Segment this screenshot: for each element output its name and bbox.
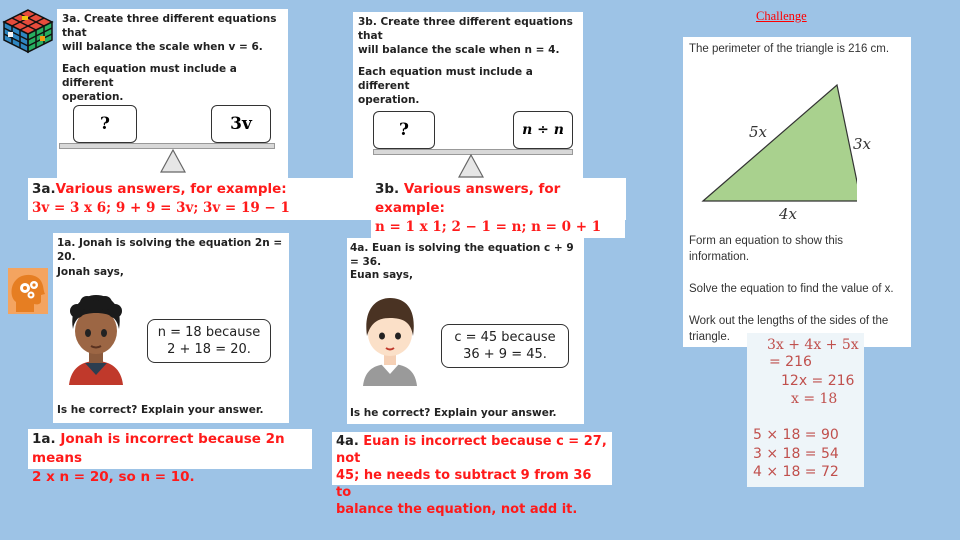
- right-pan: 3v: [211, 105, 271, 143]
- challenge-card: [683, 37, 911, 347]
- answer-1a: 1a. Jonah is incorrect because 2n means 2 x n = 20, so n = 10.: [28, 429, 312, 469]
- head-gears-icon: [8, 268, 48, 314]
- left-pan: ?: [73, 105, 137, 143]
- question-3a-text: 3a. Create three different equations that will balance the scale when v = 6. Each equation must include a different operation.: [62, 13, 277, 103]
- side-label-left: 5x: [749, 123, 768, 141]
- solution-line-5: 5 × 18 = 90: [753, 427, 839, 443]
- scale-fulcrum: [160, 149, 186, 178]
- question-1a-title: 1a. Jonah is solving the equation 2n = 20.: [57, 237, 283, 263]
- challenge-work-instruction: Work out the lengths of the sides of the triangle.: [689, 315, 889, 343]
- answer-3a: 3a.Various answers, for example: 3v = 3 x 6; 9 + 9 = 3v; 3v = 19 − 1: [28, 179, 358, 219]
- question-4a-says: Euan says,: [350, 269, 413, 281]
- question-1a-footer: Is he correct? Explain your answer.: [57, 404, 264, 416]
- question-4a-footer: Is he correct? Explain your answer.: [350, 407, 557, 419]
- solution-line-1: 3x + 4x + 5x: [767, 337, 859, 353]
- answer-3b: 3b. Various answers, for example: n = 1 x 1; 2 − 1 = n; n = 0 + 1: [371, 179, 625, 238]
- question-3b-card: [353, 12, 583, 181]
- jonah-speech-bubble: n = 18 because 2 + 18 = 20.: [147, 319, 271, 363]
- side-label-bottom: 4x: [779, 205, 798, 223]
- side-label-right: 3x: [853, 135, 872, 153]
- challenge-form-instruction: Form an equation to show this information.: [689, 235, 844, 263]
- question-3b-text: 3b. Create three different equations that will balance the scale when n = 4. Each equation must include a different operation.: [358, 16, 573, 106]
- question-4a-card: [347, 238, 584, 424]
- question-3a-card: [57, 9, 288, 181]
- euan-avatar: [357, 294, 423, 391]
- euan-speech-bubble: c = 45 because 36 + 9 = 45.: [441, 324, 569, 368]
- question-1a-says: Jonah says,: [57, 266, 124, 278]
- solution-line-3: 12x = 216: [781, 373, 855, 389]
- rubiks-cube-icon: [0, 8, 56, 54]
- question-4a-title: 4a. Euan is solving the equation c + 9 = 36.: [350, 242, 574, 268]
- solution-line-6: 3 × 18 = 54: [753, 446, 839, 462]
- answer-4a: 4a. Euan is incorrect because c = 27, not 45; he needs to subtract 9 from 36 to balance the equation, not add it.: [332, 432, 612, 485]
- triangle-diagram: [697, 81, 857, 216]
- left-pan: ?: [373, 111, 435, 149]
- solution-line-4: x = 18: [791, 391, 838, 407]
- challenge-link[interactable]: Challenge: [756, 9, 807, 23]
- challenge-perimeter: The perimeter of the triangle is 216 cm.: [689, 43, 890, 55]
- right-pan: n ÷ n: [513, 111, 573, 149]
- challenge-solution: [747, 333, 864, 487]
- jonah-avatar: [63, 293, 129, 390]
- question-1a-card: [53, 233, 289, 423]
- challenge-solve-instruction: Solve the equation to find the value of x.: [689, 283, 894, 295]
- solution-line-7: 4 × 18 = 72: [753, 464, 839, 480]
- solution-line-2: = 216: [769, 354, 812, 370]
